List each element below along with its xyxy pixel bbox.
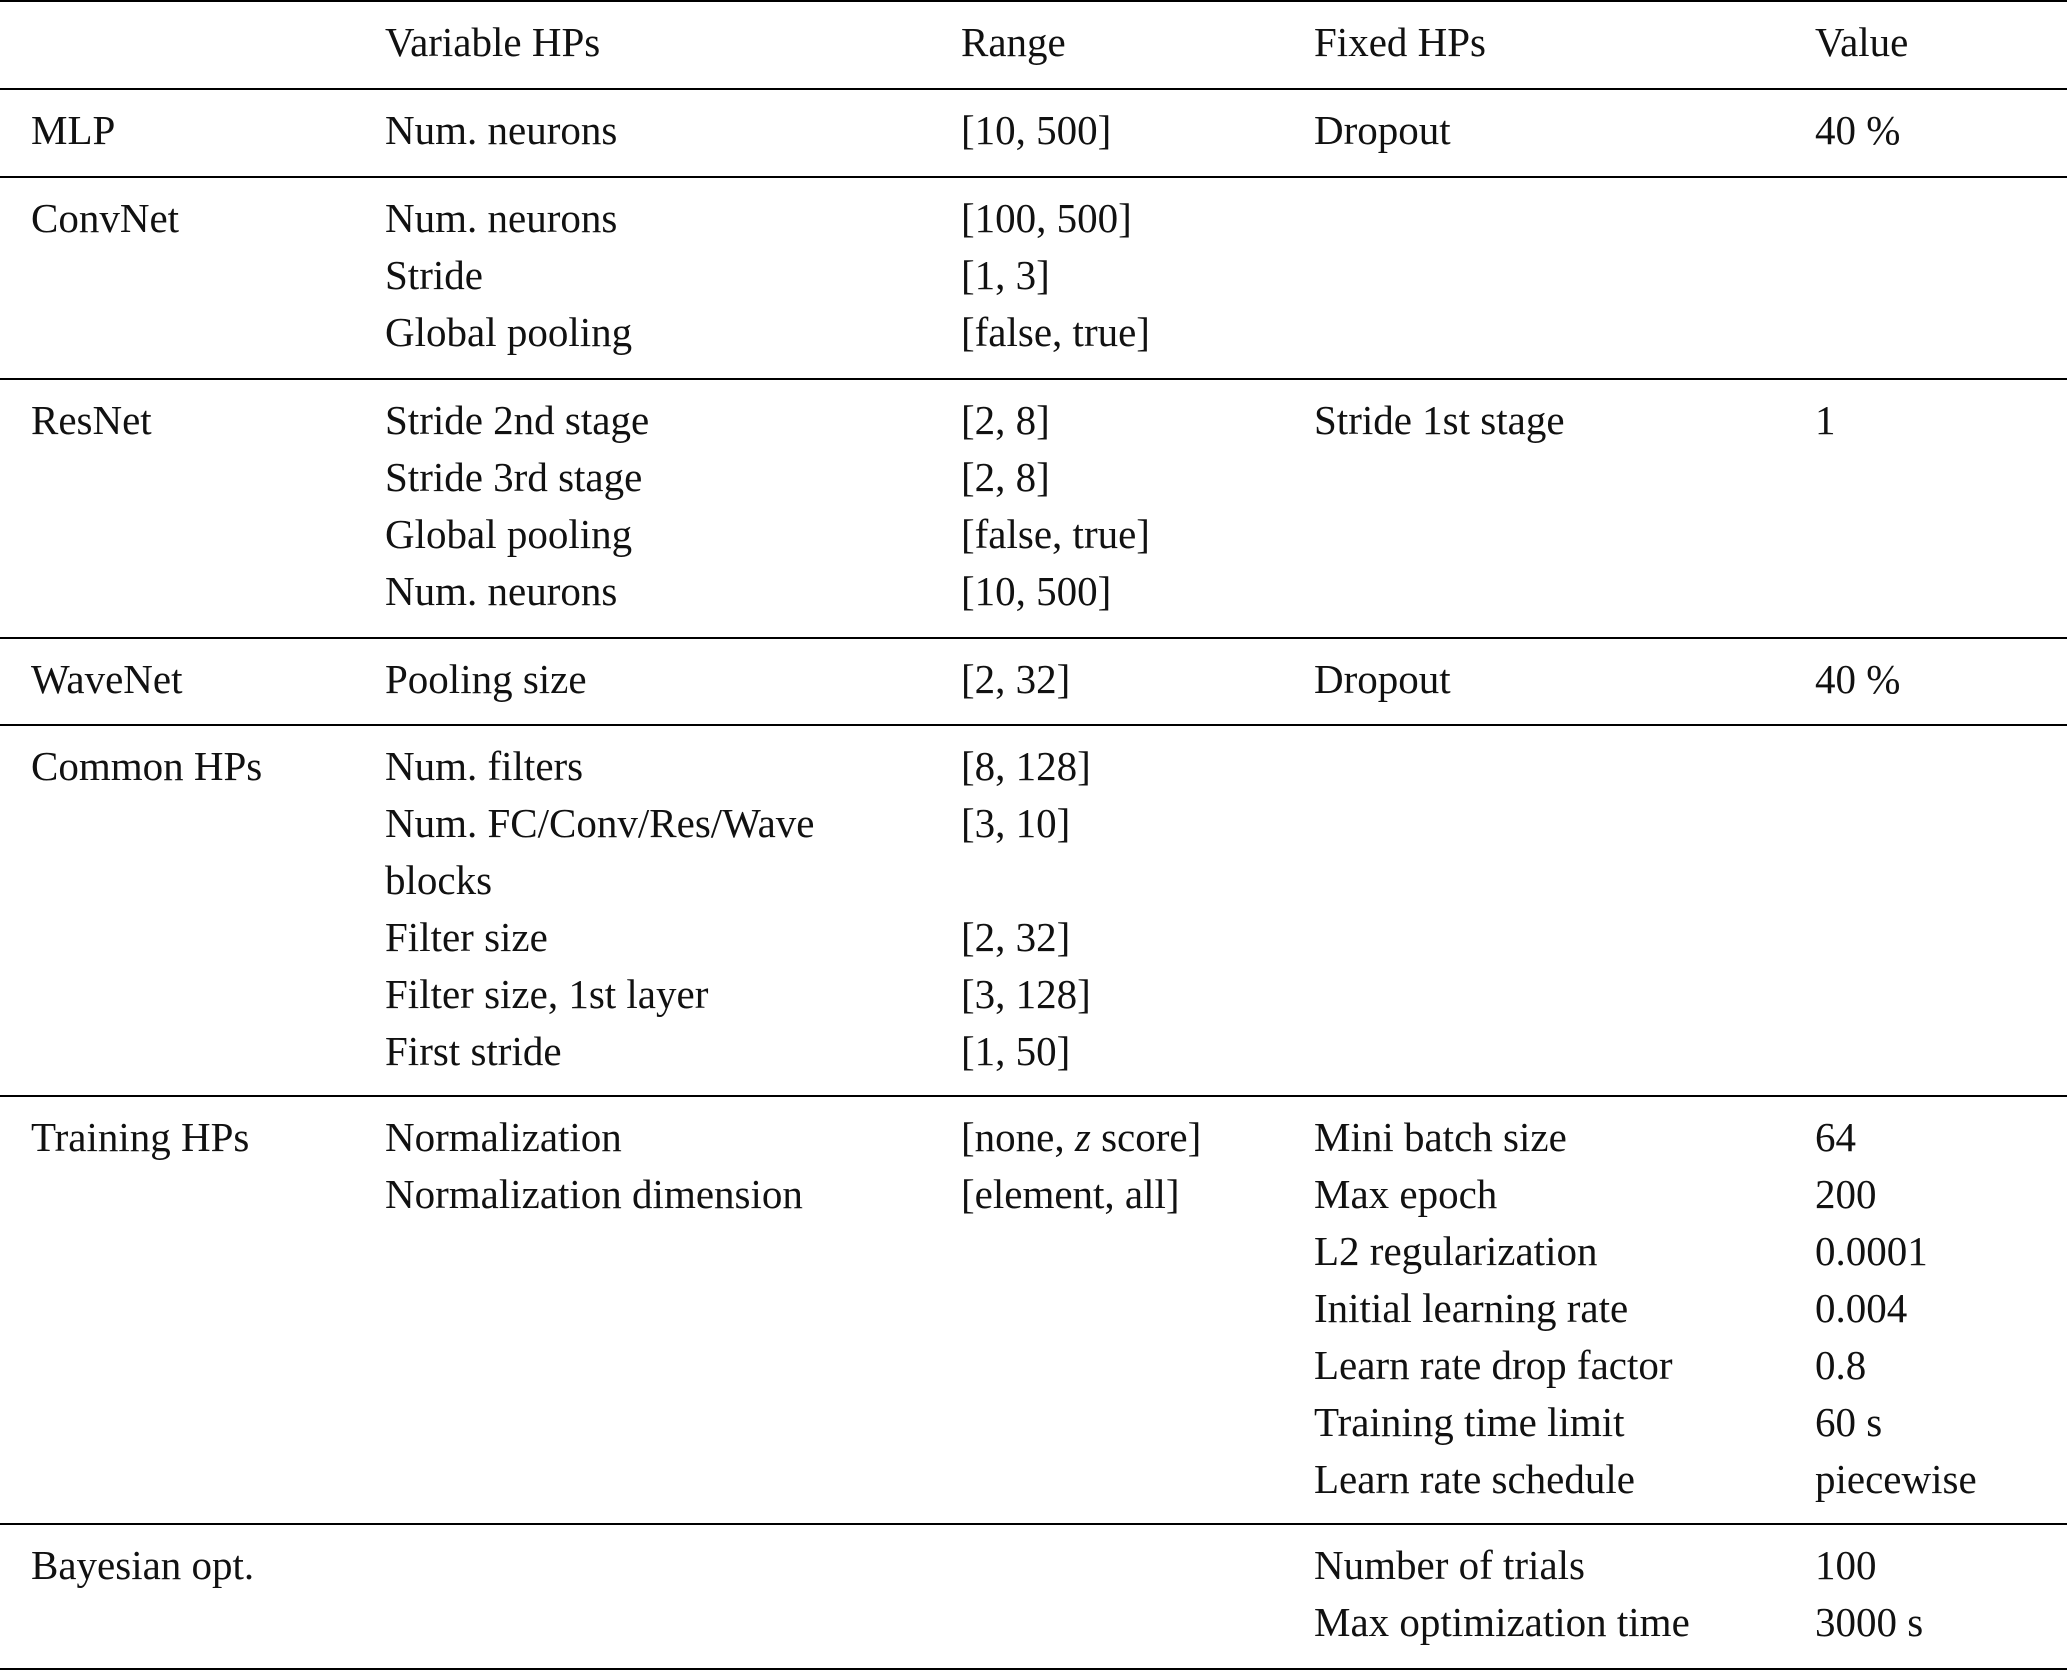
fixed-hp: Number of trials	[1314, 1542, 1585, 1588]
variable-hp: Normalization dimension	[385, 1171, 803, 1217]
fixed-value: 100	[1815, 1542, 1877, 1588]
range-value	[961, 1109, 1201, 1166]
top-rule	[0, 0, 2067, 2]
section-rule-common	[0, 1095, 2067, 1097]
variable-hp: Pooling size	[385, 656, 587, 702]
variable-hp: Num. neurons	[385, 568, 618, 614]
fixed-value: 0.004	[1815, 1285, 1908, 1331]
range-value: [2, 32]	[961, 914, 1071, 960]
header-value: Value	[1815, 19, 1909, 65]
fixed-value: 0.8	[1815, 1342, 1867, 1388]
variable-hp: Num. filters	[385, 743, 584, 789]
variable-hp-list	[385, 738, 814, 1080]
range-value: [100, 500]	[961, 195, 1132, 241]
fixed-value: 200	[1815, 1171, 1877, 1217]
fixed-hp: Learn rate schedule	[1314, 1456, 1635, 1502]
section-rule-resnet	[0, 637, 2067, 639]
fixed-value: 3000 s	[1815, 1599, 1924, 1645]
range-value: [1, 50]	[961, 1028, 1071, 1074]
fixed-value: 60 s	[1815, 1399, 1883, 1445]
variable-hp-list	[385, 190, 632, 361]
variable-hp: Stride	[385, 252, 483, 298]
header-fixed-hps: Fixed HPs	[1314, 19, 1487, 65]
variable-hp: Num. neurons	[385, 195, 618, 241]
variable-hp: Stride 2nd stage	[385, 397, 650, 443]
fixed-hp-list	[1314, 1109, 1673, 1508]
fixed-hp: Dropout	[1314, 656, 1451, 702]
section-rule-convnet	[0, 378, 2067, 380]
section-name: ResNet	[31, 397, 152, 443]
fixed-hp: Initial learning rate	[1314, 1285, 1629, 1331]
range-prefix: [none,	[961, 1114, 1075, 1160]
fixed-hp: Dropout	[1314, 107, 1451, 153]
fixed-value: 0.0001	[1815, 1228, 1928, 1274]
range-value: [2, 8]	[961, 454, 1050, 500]
section-name: Training HPs	[31, 1114, 250, 1160]
fixed-hp: Max optimization time	[1314, 1599, 1690, 1645]
variable-hp: Filter size	[385, 914, 548, 960]
range-list	[961, 190, 1150, 361]
range-list	[961, 392, 1150, 620]
range-value: [element, all]	[961, 1171, 1180, 1217]
fixed-hp: Max epoch	[1314, 1171, 1498, 1217]
range-value: [3, 10]	[961, 800, 1071, 846]
range-value: [10, 500]	[961, 107, 1112, 153]
range-list	[961, 1109, 1201, 1223]
fixed-hp: Mini batch size	[1314, 1114, 1567, 1160]
fixed-value: 1	[1815, 397, 1836, 443]
fixed-hp: L2 regularization	[1314, 1228, 1598, 1274]
variable-hp: Normalization	[385, 1114, 622, 1160]
variable-hp: Num. neurons	[385, 107, 618, 153]
range-value: [2, 8]	[961, 397, 1050, 443]
fixed-hp: Stride 1st stage	[1314, 397, 1565, 443]
range-value: [false, true]	[961, 309, 1150, 355]
fixed-hp-list	[1314, 1537, 1690, 1651]
section-name: Common HPs	[31, 743, 263, 789]
range-value: [8, 128]	[961, 743, 1091, 789]
variable-hp-continuation: blocks	[385, 857, 493, 903]
range-list	[961, 738, 1091, 1080]
fixed-hp: Learn rate drop factor	[1314, 1342, 1673, 1388]
variable-hp: Global pooling	[385, 309, 633, 355]
section-rule-training	[0, 1523, 2067, 1525]
fixed-hp: Training time limit	[1314, 1399, 1625, 1445]
variable-hp: Global pooling	[385, 511, 633, 557]
section-name: Bayesian opt.	[31, 1542, 255, 1588]
section-name: ConvNet	[31, 195, 180, 241]
variable-hp-list	[385, 392, 649, 620]
section-name: MLP	[31, 107, 116, 153]
range-value-empty	[961, 852, 1091, 909]
variable-hp: Num. FC/Conv/Res/Wave	[385, 800, 815, 846]
fixed-value-list	[1815, 1109, 1977, 1508]
section-name: WaveNet	[31, 656, 183, 702]
variable-hp: Stride 3rd stage	[385, 454, 643, 500]
section-rule-mlp	[0, 176, 2067, 178]
range-suffix: score]	[1090, 1114, 1202, 1160]
header-variable-hps: Variable HPs	[385, 19, 601, 65]
z-symbol: z	[1074, 1114, 1091, 1160]
variable-hp: First stride	[385, 1028, 562, 1074]
variable-hp-list	[385, 1109, 803, 1223]
fixed-value-list	[1815, 1537, 1923, 1651]
range-value: [3, 128]	[961, 971, 1091, 1017]
fixed-value: 40 %	[1815, 107, 1901, 153]
section-rule-wavenet	[0, 724, 2067, 726]
fixed-value: 64	[1815, 1114, 1856, 1160]
range-value: [false, true]	[961, 511, 1150, 557]
header-rule	[0, 88, 2067, 90]
range-value: [2, 32]	[961, 656, 1071, 702]
fixed-value: 40 %	[1815, 656, 1901, 702]
range-value: [1, 3]	[961, 252, 1050, 298]
variable-hp: Filter size, 1st layer	[385, 971, 709, 1017]
range-value: [10, 500]	[961, 568, 1112, 614]
header-range: Range	[961, 19, 1066, 65]
fixed-value: piecewise	[1815, 1456, 1977, 1502]
